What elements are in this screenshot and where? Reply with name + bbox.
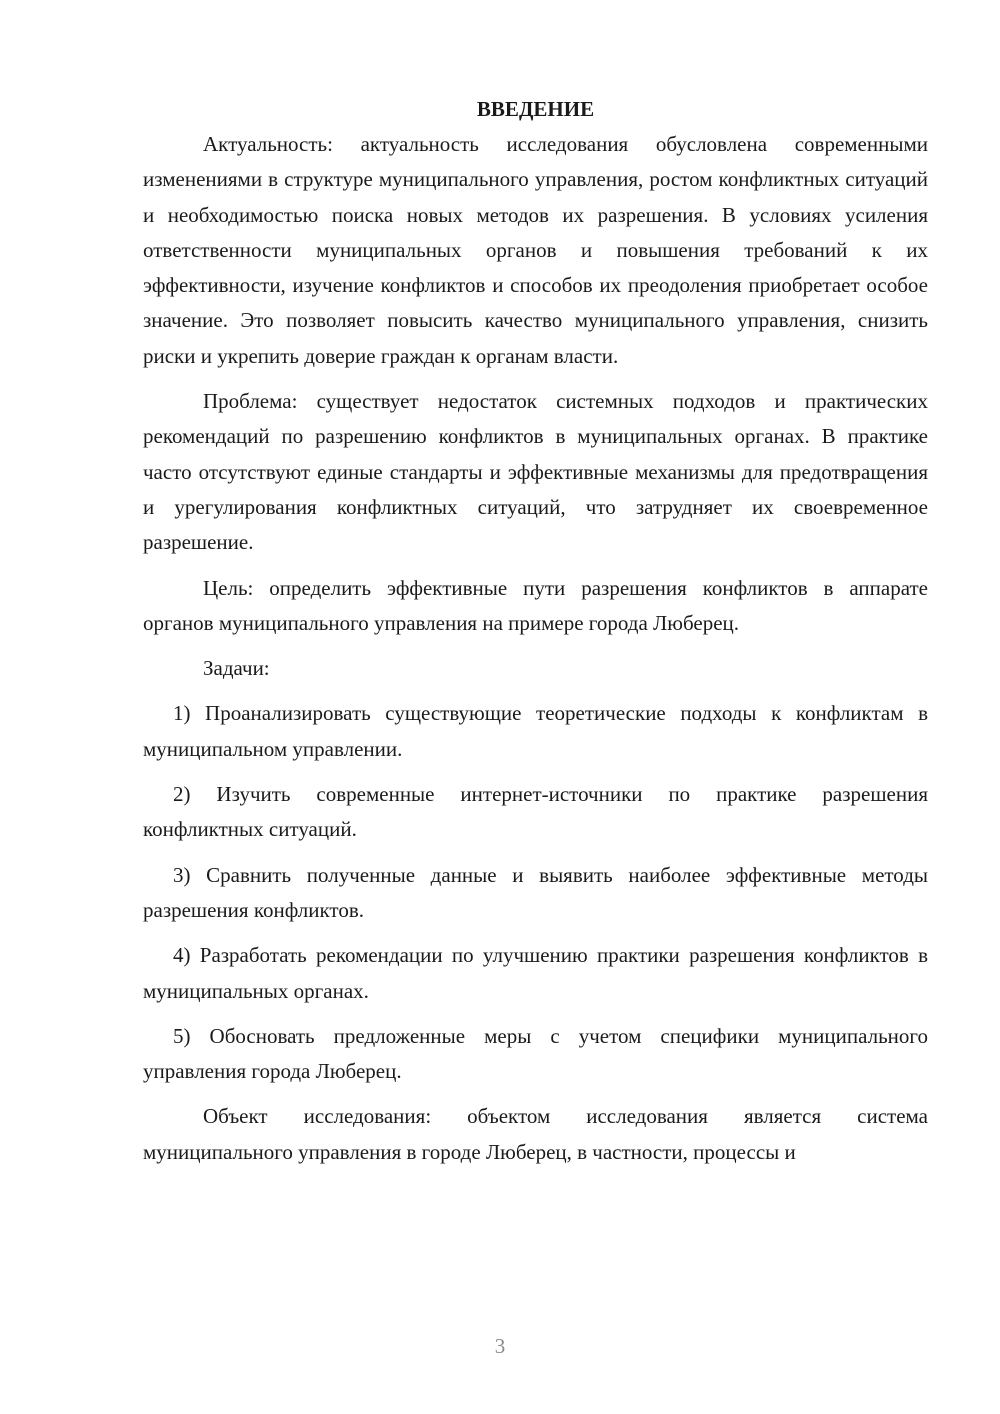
paragraph-tasks-title: Задачи: <box>203 656 270 681</box>
task-item-1: 1) Проанализировать существующие теоретические подходы к конфликтам в муниципальном управлении. <box>143 701 928 761</box>
paragraph-goal: Цель: определить эффективные пути разрешения конфликтов в аппарате органов муниципального управления на примере города Люберец. <box>143 575 928 635</box>
paragraph-problem: Проблема: существует недостаток системных подходов и практических рекомендаций по разрешению конфликтов в муниципальных органах. В практике часто отсутствуют единые стандарты и эффективные механизмы для предотвращения и урегулирования конфликтных ситуаций, что затрудняет их своевременное разрешение. <box>143 389 928 555</box>
task-item-2: 2) Изучить современные интернет-источники по практике разрешения конфликтных ситуаций. <box>143 782 928 842</box>
page-number: 3 <box>494 1334 506 1358</box>
document-page <box>143 92 928 1180</box>
task-item-3: 3) Сравнить полученные данные и выявить наиболее эффективные методы разрешения конфликтов. <box>143 862 928 922</box>
section-heading: ВВЕДЕНИЕ <box>476 97 595 121</box>
paragraph-relevance: Актуальность: актуальность исследования обусловлена современными изменениями в структуре муниципального управления, ростом конфликтных ситуаций и необходимостью поиска новых методов их разрешения. В условиях усиления ответственности муниципальных органов и повышения требований к их эффективности, изучение конфликтов и способов их преодоления приобретает особое значение. Это позволяет повысить качество муниципального управления, снизить риски и укрепить доверие граждан к органам власти. <box>143 132 928 368</box>
paragraph-object: Объект исследования: объектом исследования является система муниципального управления в городе Люберец, в частности, процессы и <box>143 1104 928 1164</box>
task-item-5: 5) Обосновать предложенные меры с учетом специфики муниципального управления города Люберец. <box>143 1023 928 1084</box>
task-item-4: 4) Разработать рекомендации по улучшению практики разрешения конфликтов в муниципальных органах. <box>143 943 928 1003</box>
